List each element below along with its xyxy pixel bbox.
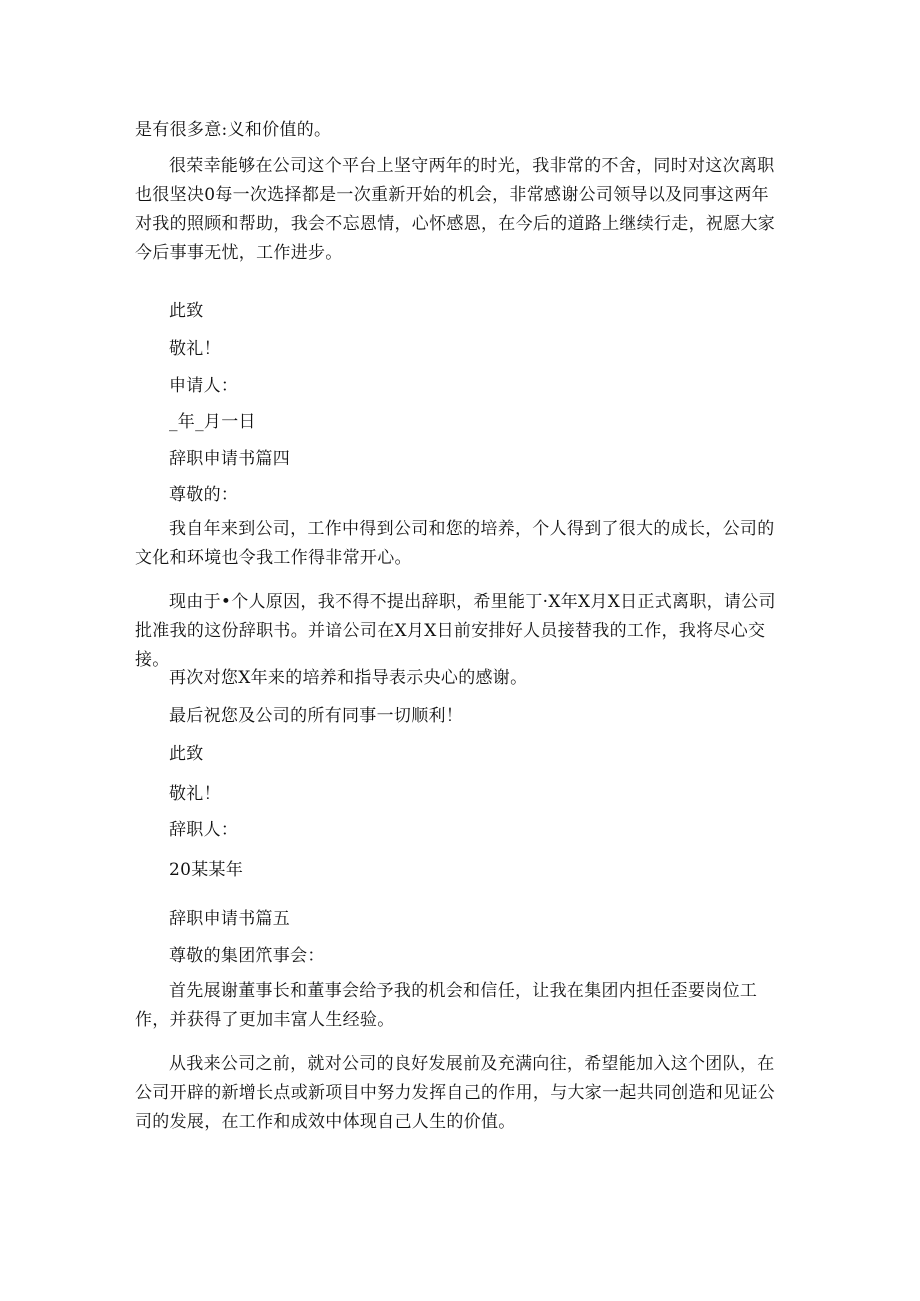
section-heading-part4: 辞职申请书篇四 [169, 449, 291, 469]
greeting-part4: 尊敬的： [169, 485, 239, 505]
closing-cizhi: 此致 [169, 301, 204, 321]
closing-jingli: 敬礼！ [169, 339, 221, 359]
paragraph-part5-aspiration: 从我来公司之前，就对公司的良好发展前及充满向往，希望能加入这个团队，在公司开辟的新增长点或新项目中努力发挥自己的作用，与大家一起共同创造和见证公司的发展，在工作和成效中体现自己人生的价值。 [135, 1054, 776, 1132]
paragraph-continuation: 是有很多意:义和价值的。 [135, 120, 332, 140]
paragraph-part4-reason: 现由于•个人原因，我不得不提出辞职，希里能丁·X年X月X日正式离职，请公司批准我的这份辞职书。并谙公司在X月X日前安排好人员接替我的工作，我将尽心交接。 [135, 592, 776, 670]
resigner-label: 辞职人： [169, 820, 239, 840]
paragraph-part4-intro: 我自年来到公司，工作中得到公司和您的培养，个人得到了很大的成长，公司的文化和环境也令我工作得非常开心。 [135, 519, 775, 568]
closing-jingli-2: 敬礼！ [169, 784, 221, 804]
section-heading-part5: 辞职申请书篇五 [169, 909, 291, 929]
paragraph-part4-thanks: 再次对您X年来的培养和指导表示央心的感谢。 [169, 668, 528, 688]
applicant-label: 申请人： [169, 376, 239, 396]
paragraph-farewell: 很荣幸能够在公司这个平台上坚守两年的时光，我非常的不舍，同时对这次离职也很坚决0每一次选择都是一次重新开始的机会，非常感谢公司领导以及同事这两年对我的照顾和帮助，我会不忘恩情，心怀感恩，在今后的道路上继续行走，祝愿大家今后事事无忧，工作进步。 [135, 156, 776, 263]
date-line-2: 20某某年 [169, 860, 244, 880]
date-line: _年_月一日 [169, 412, 256, 432]
paragraph-part5-thanks: 首先展谢董事长和董事会给予我的机会和信任，让我在集团内担任歪要岗位工作，并获得了更加丰富人生经验。 [135, 981, 758, 1030]
paragraph-part4-wishes: 最后祝您及公司的所有同事一切顺利！ [169, 706, 464, 726]
closing-cizhi-2: 此致 [169, 744, 204, 764]
greeting-part5: 尊敬的集团笊事会： [169, 946, 325, 966]
